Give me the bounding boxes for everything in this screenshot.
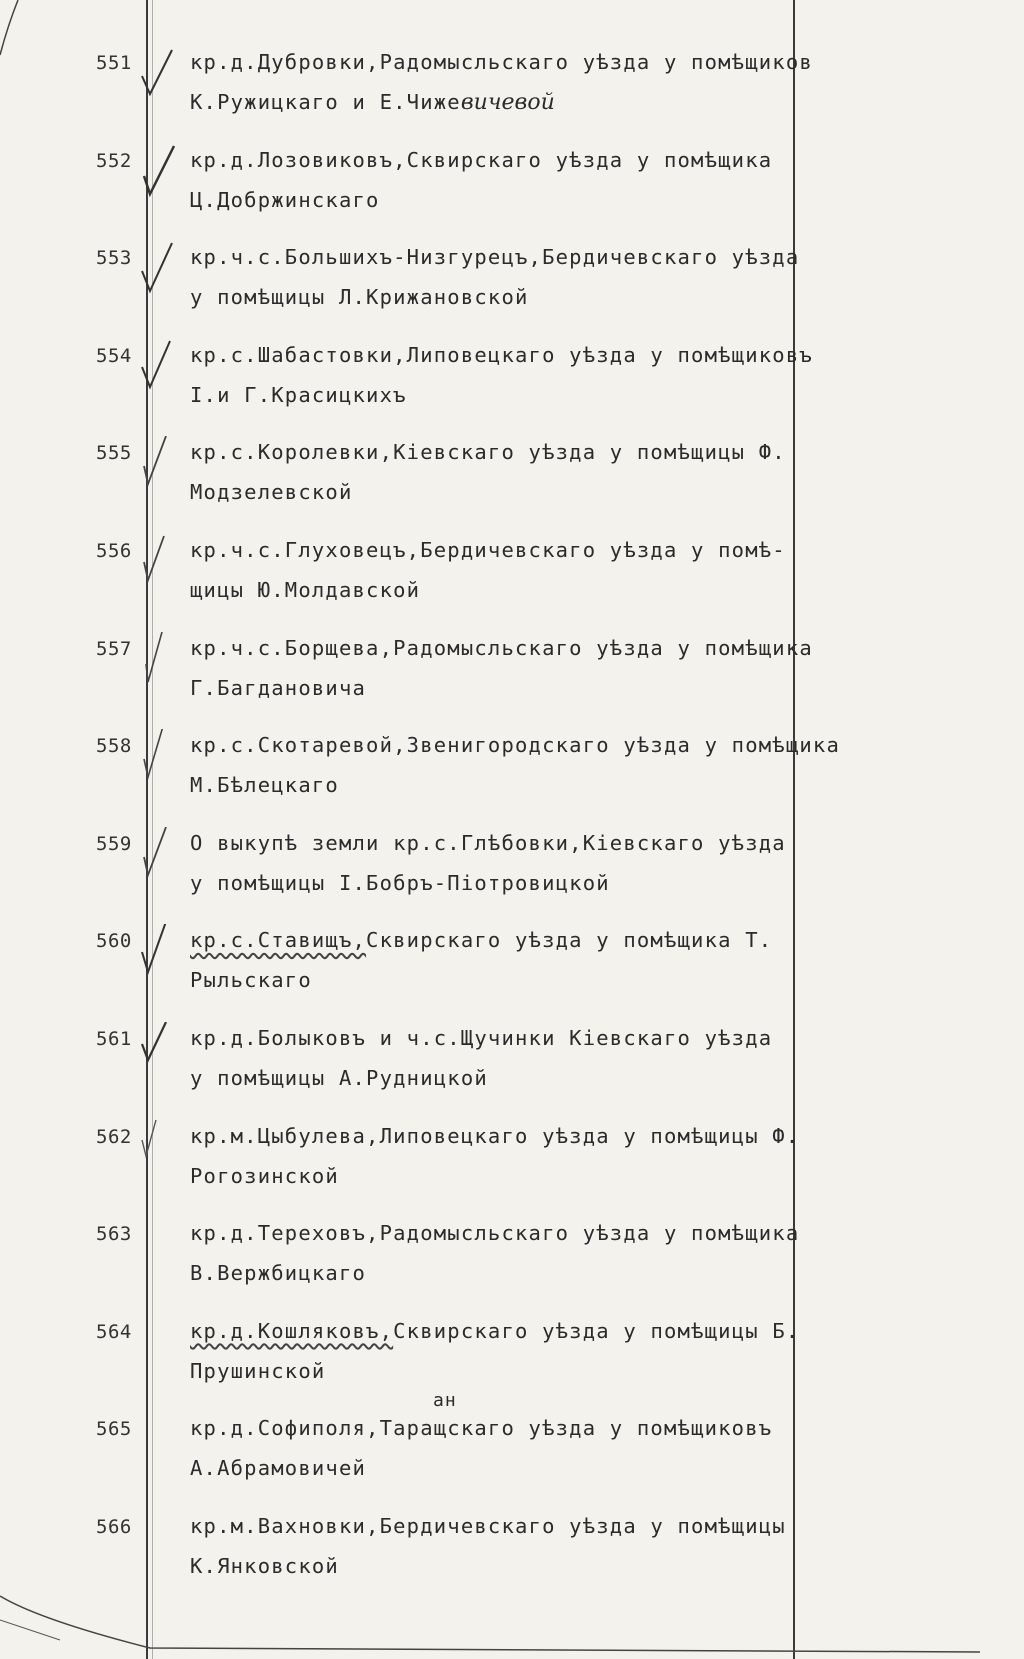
- entry-number: 551: [96, 52, 132, 74]
- entry-text-line1: кр.ч.с.Большихъ-Низгурецъ,Бердичевскаго уѣзда: [190, 245, 800, 270]
- entry-text-line2: [190, 90, 555, 115]
- list-item: [0, 725, 1024, 823]
- list-item: [0, 432, 1024, 530]
- entry-text-line2: у помѣщицы I.Бобръ-Піотровицкой: [190, 870, 610, 895]
- entry-text-line2: Модзелевской: [190, 480, 353, 505]
- entry-number: 556: [96, 539, 132, 562]
- entry-text-line2: у помѣщицы Л.Крижановской: [190, 285, 529, 310]
- entry-number: 553: [96, 247, 132, 270]
- checkmark-icon: [136, 241, 176, 297]
- entry-text-line2: Ц.Добржинскаго: [190, 187, 380, 212]
- entry-text-line1: [190, 928, 772, 952]
- entry-number: 562: [96, 1125, 132, 1148]
- entry-number: 563: [96, 1223, 132, 1246]
- entry-text-line1: кр.д.Болыковъ и ч.с.Щучинки Кіевскаго уѣзда: [190, 1025, 773, 1050]
- underlined-text: кр.д.Кошляковъ,: [190, 1318, 394, 1343]
- entry-text-line1: [190, 1319, 799, 1343]
- entry-text-line1: кр.с.Скотаревой,Звенигородскаго уѣзда у помѣщика: [190, 733, 841, 758]
- entry-text-line2: К.Янковской: [190, 1553, 339, 1578]
- entry-number: 559: [96, 832, 132, 855]
- list-item: [0, 920, 1024, 1018]
- list-item: [0, 42, 1024, 140]
- entry-number: 552: [96, 149, 132, 172]
- entry-text-line1: кр.ч.с.Глуховецъ,Бердичевскаго уѣзда у помѣ-: [190, 537, 786, 562]
- entry-text-line1: кр.м.Вахновки,Бердичевскаго уѣзда у помѣщицы: [190, 1513, 786, 1538]
- entry-text-typed: К.Ружицкаго и Е.Чиже: [190, 90, 461, 114]
- list-item: [0, 1018, 1024, 1116]
- entry-text-rest: Сквирскаго уѣзда у помѣщика Т.: [366, 928, 773, 953]
- entry-text-line1: О выкупѣ земли кр.с.Глѣбовки,Кіевскаго уѣзда: [190, 830, 786, 855]
- list-item: [0, 1311, 1024, 1412]
- entry-text-line2: Прушинской: [190, 1358, 326, 1383]
- entry-text-rest: Сквирскаго уѣзда у помѣщицы Б.: [393, 1318, 800, 1343]
- entry-number: 560: [96, 930, 132, 953]
- list-item: [0, 335, 1024, 433]
- entry-number: 564: [96, 1320, 132, 1343]
- list-item: [0, 530, 1024, 628]
- checkmark-icon: [136, 729, 176, 785]
- entry-text-line1: кр.ч.с.Борщева,Радомысльскаго уѣзда у помѣщика: [190, 635, 813, 660]
- entry-number: 566: [96, 1515, 132, 1538]
- list-item: [0, 1116, 1024, 1214]
- checkmark-icon: [136, 632, 176, 688]
- entry-text-line1: кр.с.Королевки,Кіевскаго уѣзда у помѣщицы Ф.: [190, 440, 786, 465]
- entry-text-line2: у помѣщицы А.Рудницкой: [190, 1065, 488, 1090]
- entry-number: 557: [96, 637, 132, 660]
- checkmark-icon: [136, 144, 176, 200]
- list-item: [0, 1506, 1024, 1604]
- entry-text-line1: кр.д.Софиполя,Таращскаго уѣзда у помѣщиковъ: [190, 1416, 773, 1441]
- checkmark-icon: [136, 339, 176, 395]
- list-item: [0, 823, 1024, 921]
- handwritten-correction: вичевой: [460, 90, 555, 115]
- checkmark-icon: [136, 46, 176, 102]
- list-item: [0, 628, 1024, 726]
- entry-text-line1: кр.д.Тереховъ,Радомысльскаго уѣзда у помѣщика: [190, 1221, 800, 1246]
- checkmark-icon: [136, 534, 176, 590]
- checkmark-icon: [136, 1120, 176, 1176]
- list-item: [0, 1390, 1024, 1506]
- entry-text-line2: щицы Ю.Молдавской: [190, 577, 421, 602]
- checkmark-icon: [136, 1022, 176, 1078]
- entry-text-line2: А.Абрамовичей: [190, 1456, 367, 1481]
- entry-text-line2: Рогозинской: [190, 1163, 339, 1188]
- entry-text-line2: Рыльскаго: [190, 968, 312, 993]
- entry-list: [0, 42, 1024, 1604]
- entry-text-line1: кр.м.Цыбулева,Липовецкаго уѣзда у помѣщицы Ф.: [190, 1123, 800, 1148]
- entry-text-line2: М.Бѣлецкаго: [190, 773, 339, 798]
- entry-text-line1: кр.д.Дубровки,Радомысльскаго уѣзда у помѣщиков: [190, 50, 813, 74]
- entry-text-line2: Г.Багдановича: [190, 675, 367, 700]
- list-item: [0, 1213, 1024, 1311]
- entry-text-line2: В.Вержбицкаго: [190, 1261, 367, 1286]
- underlined-text: кр.с.Ставищъ,: [190, 928, 367, 953]
- entry-text-line2: I.и Г.Красицкихъ: [190, 382, 407, 407]
- entry-number: 565: [96, 1418, 132, 1441]
- entry-text-line1: кр.д.Лозовиковъ,Сквирскаго уѣзда у помѣщика: [190, 147, 773, 172]
- entry-number: 555: [96, 442, 132, 465]
- entry-number: 554: [96, 344, 132, 367]
- checkmark-icon: [136, 436, 176, 492]
- list-item: [0, 237, 1024, 335]
- entry-text-line1: кр.с.Шабастовки,Липовецкаго уѣзда у помѣщиковъ: [190, 342, 813, 367]
- checkmark-icon: [136, 827, 176, 883]
- interlinear-correction: ан: [433, 1390, 457, 1412]
- entry-number: 561: [96, 1027, 132, 1050]
- list-item: [0, 140, 1024, 238]
- checkmark-icon: [136, 924, 176, 980]
- entry-number: 558: [96, 735, 132, 758]
